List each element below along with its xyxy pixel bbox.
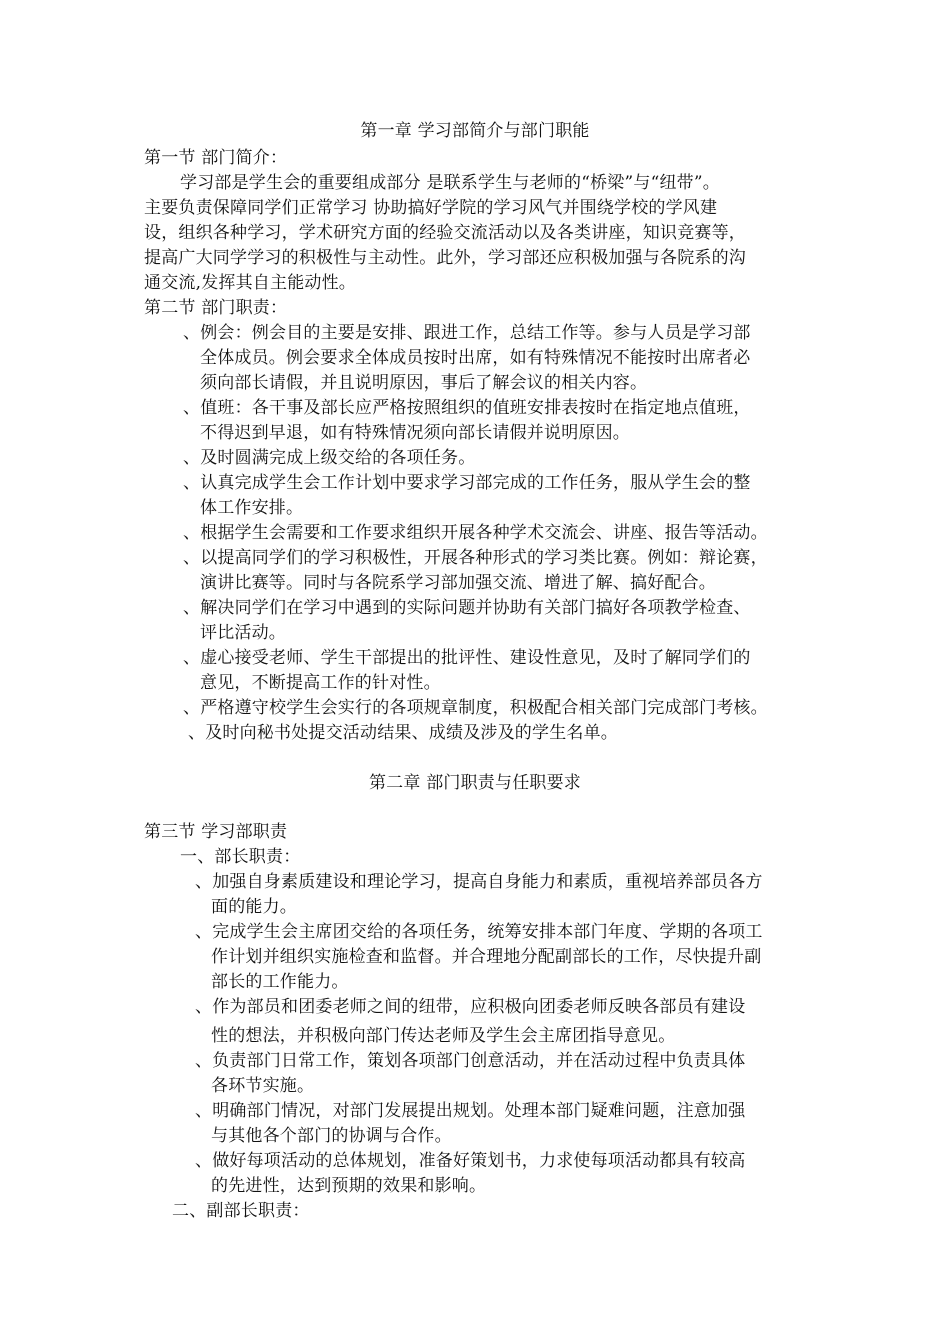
section-1-heading: 第一节 部门简介： [144, 148, 288, 168]
duty-item-cont: 的先进性，达到预期的效果和影响。 [211, 1176, 487, 1196]
duty-item: 、认真完成学生会工作计划中要求学习部完成的工作任务，服从学生会的整 [183, 473, 751, 493]
duty-item-cont: 面的能力。 [211, 897, 297, 917]
section-3-heading: 第三节 学习部职责 [144, 822, 288, 842]
duty-item-cont: 性的想法，并积极向部门传达老师及学生会主席团指导意见。 [211, 1026, 676, 1046]
duty-item: 、虚心接受老师、学生干部提出的批评性、建设性意见，及时了解同学们的 [183, 648, 751, 668]
paragraph-line: 设，组织各种学习，学术研究方面的经验交流活动以及各类讲座，知识竞赛等， [144, 223, 746, 243]
duty-item: 、解决同学们在学习中遇到的实际问题并协助有关部门搞好各项教学检查、 [183, 598, 751, 618]
duty-item-cont: 各环节实施。 [211, 1076, 315, 1096]
paragraph-line: 学习部是学生会的重要组成部分 是联系学生与老师的“桥梁”与“纽带”。 [180, 173, 720, 193]
duty-item: 、及时圆满完成上级交给的各项任务。 [183, 448, 476, 468]
duty-item-cont: 部长的工作能力。 [211, 972, 349, 992]
paragraph-line: 通交流,发挥其自主能动性。 [144, 273, 357, 293]
subheading-director: 一、部长职责： [180, 847, 301, 867]
duty-item: 、例会：例会目的主要是安排、跟进工作，总结工作等。参与人员是学习部 [183, 323, 751, 343]
duty-item-cont: 全体成员。例会要求全体成员按时出席，如有特殊情况不能按时出席者必 [200, 348, 751, 368]
duty-item-cont: 评比活动。 [200, 623, 286, 643]
duty-item: 、作为部员和团委老师之间的纽带，应积极向团委老师反映各部员有建设 [195, 997, 746, 1017]
duty-item-cont: 演讲比赛等。同时与各院系学习部加强交流、增进了解、搞好配合。 [200, 573, 716, 593]
duty-item: 、完成学生会主席团交给的各项任务，统筹安排本部门年度、学期的各项工 [195, 922, 763, 942]
duty-item: 、明确部门情况，对部门发展提出规划。处理本部门疑难问题，注意加强 [195, 1101, 746, 1121]
subheading-deputy: 二、副部长职责： [172, 1201, 310, 1221]
paragraph-line: 提高广大同学学习的积极性与主动性。此外，学习部还应积极加强与各院系的沟 [144, 248, 746, 268]
paragraph-line: 主要负责保障同学们正常学习 协助搞好学院的学习风气并围绕学校的学风建 [144, 198, 718, 218]
duty-item: 、做好每项活动的总体规划，准备好策划书，力求使每项活动都具有较高 [195, 1151, 746, 1171]
duty-item: 、以提高同学们的学习积极性，开展各种形式的学习类比赛。例如：辩论赛， [183, 548, 768, 568]
duty-item-cont: 须向部长请假，并且说明原因，事后了解会议的相关内容。 [200, 373, 648, 393]
chapter-1-title: 第一章 学习部简介与部门职能 [360, 121, 590, 141]
duty-item: 、及时向秘书处提交活动结果、成绩及涉及的学生名单。 [188, 723, 618, 743]
duty-item: 、根据学生会需要和工作要求组织开展各种学术交流会、讲座、报告等活动。 [183, 523, 768, 543]
duty-item-cont: 意见，不断提高工作的针对性。 [200, 673, 441, 693]
chapter-2-title: 第二章 部门职责与任职要求 [368, 773, 581, 793]
duty-item: 、加强自身素质建设和理论学习，提高自身能力和素质，重视培养部员各方 [195, 872, 763, 892]
duty-item-cont: 不得迟到早退，如有特殊情况须向部长请假并说明原因。 [200, 423, 630, 443]
duty-item-cont: 与其他各个部门的协调与合作。 [211, 1126, 452, 1146]
duty-item: 、负责部门日常工作，策划各项部门创意活动，并在活动过程中负责具体 [195, 1051, 746, 1071]
duty-item-cont: 体工作安排。 [200, 498, 304, 518]
duty-item-cont: 作计划并组织实施检查和监督。并合理地分配副部长的工作，尽快提升副 [211, 947, 762, 967]
section-2-heading: 第二节 部门职责： [144, 298, 288, 318]
duty-item: 、严格遵守校学生会实行的各项规章制度，积极配合相关部门完成部门考核。 [183, 698, 768, 718]
duty-item: 、值班：各干事及部长应严格按照组织的值班安排表按时在指定地点值班， [183, 398, 751, 418]
